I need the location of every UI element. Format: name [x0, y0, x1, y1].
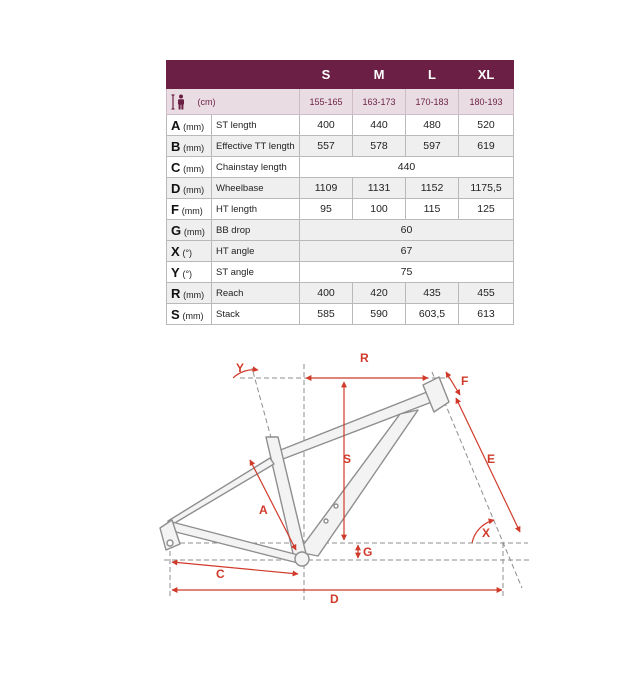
height-m: 163-173: [353, 89, 406, 115]
row-name: ST angle: [212, 262, 300, 283]
row-unit: (mm): [183, 184, 205, 195]
row-code-letter: Y: [171, 264, 180, 280]
row-name: Chainstay length: [212, 157, 300, 178]
row-value: 67: [300, 241, 514, 262]
bottom-bracket: [295, 552, 309, 566]
row-value: 578: [353, 136, 406, 157]
row-name: Stack: [212, 304, 300, 325]
bottle-boss-2: [334, 504, 338, 508]
row-unit: (°): [182, 247, 193, 258]
rear-axle: [167, 540, 173, 546]
row-value: 75: [300, 262, 514, 283]
row-code-letter: R: [171, 285, 181, 301]
row-value: 400: [300, 115, 353, 136]
row-name: HT angle: [212, 241, 300, 262]
row-unit: (mm): [183, 226, 205, 237]
row-unit: (mm): [183, 163, 205, 174]
row-value: 557: [300, 136, 353, 157]
head-tube: [423, 377, 449, 412]
row-name: Wheelbase: [212, 178, 300, 199]
row-code-letter: D: [171, 180, 181, 196]
top-tube: [278, 390, 437, 459]
height-xl: 180-193: [459, 89, 514, 115]
label-e: E: [487, 452, 496, 466]
row-value: 1109: [300, 178, 353, 199]
row-unit: (°): [182, 268, 193, 279]
label-r: R: [360, 351, 369, 365]
row-name: Effective TT length: [212, 136, 300, 157]
row-value: 100: [353, 199, 406, 220]
row-unit: (mm): [183, 121, 205, 132]
row-value: 95: [300, 199, 353, 220]
row-value: 613: [459, 304, 514, 325]
row-value: 585: [300, 304, 353, 325]
row-name: Reach: [212, 283, 300, 304]
dimension-lines: [172, 370, 520, 590]
row-code-letter: A: [171, 117, 181, 133]
row-code-letter: F: [171, 201, 179, 217]
label-g: G: [363, 545, 373, 559]
row-code-letter: C: [171, 159, 181, 175]
dim-c-line: [172, 562, 298, 574]
row-value: 125: [459, 199, 514, 220]
row-value: 455: [459, 283, 514, 304]
label-x: X: [482, 526, 491, 540]
row-unit: (mm): [183, 142, 205, 153]
height-s: 155-165: [300, 89, 353, 115]
row-value: 115: [406, 199, 459, 220]
size-m: M: [353, 61, 406, 89]
row-value: 1175,5: [459, 178, 514, 199]
down-tube: [298, 410, 418, 556]
row-value: 440: [353, 115, 406, 136]
row-unit: (mm): [181, 205, 203, 216]
row-value: 520: [459, 115, 514, 136]
row-code-letter: S: [171, 306, 180, 322]
row-value: 619: [459, 136, 514, 157]
height-l: 170-183: [406, 89, 459, 115]
row-name: HT length: [212, 199, 300, 220]
row-unit: (mm): [183, 289, 205, 300]
row-name: ST length: [212, 115, 300, 136]
row-value: 420: [353, 283, 406, 304]
label-f: F: [461, 374, 469, 388]
row-value: 480: [406, 115, 459, 136]
dim-f-line: [446, 372, 460, 395]
row-code-letter: G: [171, 222, 182, 238]
row-value: 1131: [353, 178, 406, 199]
label-c: C: [216, 567, 225, 581]
row-value: 435: [406, 283, 459, 304]
row-code-letter: B: [171, 138, 181, 154]
size-s: S: [300, 61, 353, 89]
row-value: 597: [406, 136, 459, 157]
reference-lines: [164, 364, 530, 600]
row-unit: (mm): [182, 310, 204, 321]
row-value: 60: [300, 220, 514, 241]
row-code-letter: X: [171, 243, 180, 259]
row-value: 1152: [406, 178, 459, 199]
row-value: 440: [300, 157, 514, 178]
row-name: BB drop: [212, 220, 300, 241]
row-value: 400: [300, 283, 353, 304]
size-xl: XL: [459, 61, 514, 89]
label-a: A: [259, 503, 268, 517]
row-value: 590: [353, 304, 406, 325]
height-unit: (cm): [197, 96, 216, 107]
bottle-boss-1: [324, 519, 328, 523]
label-y: Y: [236, 361, 245, 375]
row-value: 603,5: [406, 304, 459, 325]
label-s: S: [343, 452, 352, 466]
label-d: D: [330, 592, 339, 606]
size-l: L: [406, 61, 459, 89]
